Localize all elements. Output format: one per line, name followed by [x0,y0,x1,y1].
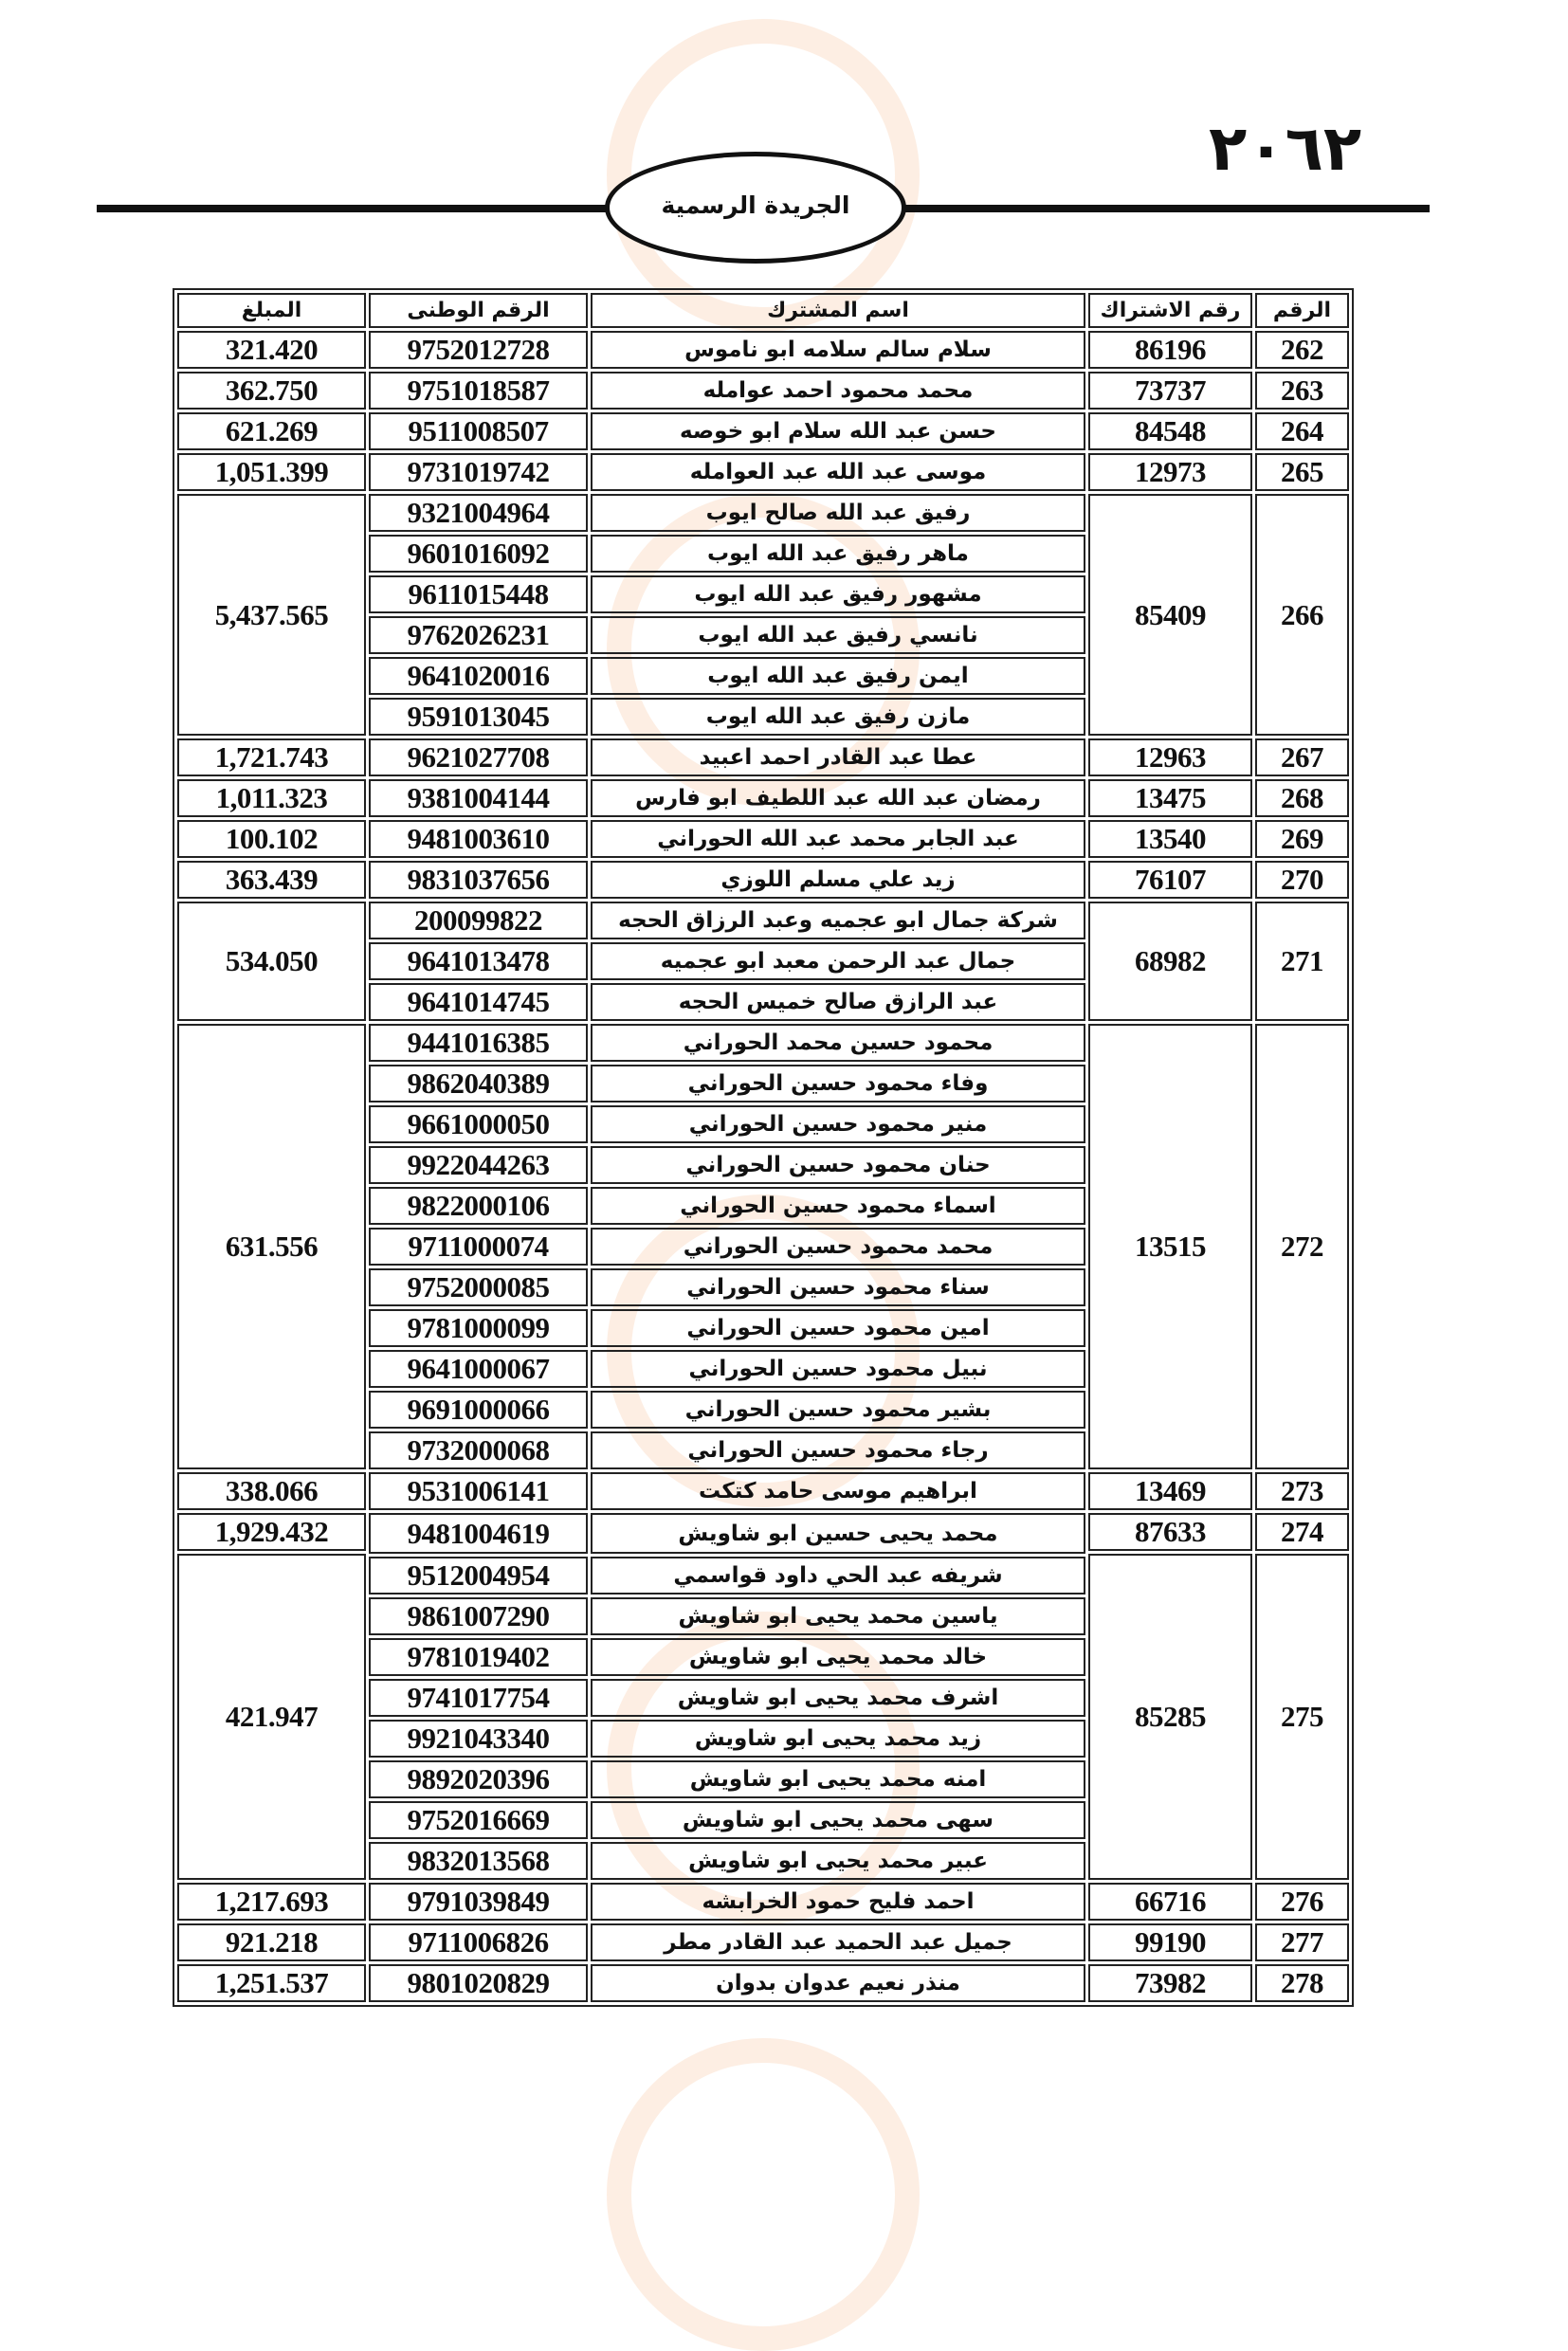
subscription-number: 12973 [1088,453,1252,491]
amount: 338.066 [177,1472,366,1510]
national-id: 9822000106 [369,1187,588,1225]
record-number: 263 [1255,372,1349,410]
national-id: 9321004964 [369,494,588,532]
table-row [177,861,1349,899]
subscriber-name: محمد محمود احمد عوامله [591,372,1085,410]
table-row [177,738,1349,776]
table-row [177,372,1349,410]
amount: 5,437.565 [177,494,366,736]
amount: 363.439 [177,861,366,899]
subscriber-name: مازن رفيق عبد الله ايوب [591,698,1085,736]
subscriber-name: سهى محمد يحيى ابو شاويش [591,1801,1085,1839]
subscriber-name: اسماء محمود حسين الحوراني [591,1187,1085,1225]
subscription-number: 66716 [1088,1883,1252,1921]
subscriber-name: سلام سالم سلامه ابو ناموس [591,331,1085,369]
national-id: 9781000099 [369,1309,588,1347]
record-number: 269 [1255,820,1349,858]
subscriber-name: عبير محمد يحيى ابو شاويش [591,1842,1085,1880]
record-number: 266 [1255,494,1349,736]
national-id: 9892020396 [369,1760,588,1798]
record-number: 277 [1255,1923,1349,1961]
subscriber-name: ابراهيم موسى حامد كتكت [591,1472,1085,1510]
subscriber-name: جميل عبد الحميد عبد القادر مطر [591,1923,1085,1961]
amount: 421.947 [177,1554,366,1880]
journal-title: الجريدة الرسمية [661,191,850,219]
national-id: 9752000085 [369,1268,588,1306]
subscription-number: 73737 [1088,372,1252,410]
national-id: 9751018587 [369,372,588,410]
header-subscription: رقم الاشتراك [1088,293,1252,328]
record-number: 268 [1255,779,1349,817]
record-number: 275 [1255,1554,1349,1880]
subscription-number: 76107 [1088,861,1252,899]
subscribers-table-wrapper [173,288,1333,2007]
header-national-id: الرقم الوطنى [369,293,588,328]
table-row [177,1472,1349,1510]
table-row [177,331,1349,369]
table-header-row [177,293,1349,328]
table-row [177,902,1349,939]
table-row [177,1964,1349,2002]
national-id: 9691000066 [369,1391,588,1429]
subscriber-name: نبيل محمود حسين الحوراني [591,1350,1085,1388]
subscribers-table [173,288,1354,2007]
subscription-number: 85409 [1088,494,1252,736]
subscriber-name: رجاء محمود حسين الحوراني [591,1431,1085,1469]
national-id: 9711000074 [369,1228,588,1266]
record-number: 276 [1255,1883,1349,1921]
subscriber-name: شريفه عبد الحي داود قواسمي [591,1557,1085,1595]
record-number: 271 [1255,902,1349,1021]
subscription-number: 73982 [1088,1964,1252,2002]
national-id: 9741017754 [369,1679,588,1717]
national-id: 9481004619 [369,1513,588,1554]
national-id: 9661000050 [369,1105,588,1143]
header-amount: المبلغ [177,293,366,328]
amount: 1,217.693 [177,1883,366,1921]
national-id: 9641020016 [369,657,588,695]
subscriber-name: عبد الرازق صالح خميس الحجه [591,983,1085,1021]
subscriber-name: محمد محمود حسين الحوراني [591,1228,1085,1266]
national-id: 9512004954 [369,1557,588,1595]
subscriber-name: زيد محمد يحيى ابو شاويش [591,1720,1085,1758]
national-id: 9531006141 [369,1472,588,1510]
record-number: 262 [1255,331,1349,369]
subscriber-name: زيد علي مسلم اللوزي [591,861,1085,899]
subscriber-name: ماهر رفيق عبد الله ايوب [591,535,1085,573]
amount: 921.218 [177,1923,366,1961]
table-row [177,820,1349,858]
record-number: 265 [1255,453,1349,491]
national-id: 9862040389 [369,1065,588,1103]
subscriber-name: امين محمود حسين الحوراني [591,1309,1085,1347]
national-id: 9381004144 [369,779,588,817]
subscriber-name: نانسي رفيق عبد الله ايوب [591,616,1085,654]
national-id: 9831037656 [369,861,588,899]
record-number: 270 [1255,861,1349,899]
national-id: 9611015448 [369,575,588,613]
subscription-number: 12963 [1088,738,1252,776]
journal-title-oval [605,152,906,264]
national-id: 9641014745 [369,983,588,1021]
page-number: ٢٠٦٢ [1209,112,1362,185]
national-id: 9641000067 [369,1350,588,1388]
subscriber-name: احمد فليح حمود الخرابشه [591,1883,1085,1921]
national-id: 9791039849 [369,1883,588,1921]
amount: 362.750 [177,372,366,410]
subscriber-name: امنه محمد يحيى ابو شاويش [591,1760,1085,1798]
amount: 1,721.743 [177,738,366,776]
subscriber-name: رمضان عبد الله عبد اللطيف ابو فارس [591,779,1085,817]
subscriber-name: رفيق عبد الله صالح ايوب [591,494,1085,532]
subscriber-name: موسى عبد الله عبد العوامله [591,453,1085,491]
subscriber-name: ياسين محمد يحيى ابو شاويش [591,1597,1085,1635]
national-id: 9731019742 [369,453,588,491]
amount: 100.102 [177,820,366,858]
table-row [177,1883,1349,1921]
table-row [177,779,1349,817]
national-id: 9511008507 [369,412,588,450]
header-name: اسم المشترك [591,293,1085,328]
subscription-number: 99190 [1088,1923,1252,1961]
national-id: 9781019402 [369,1638,588,1676]
amount: 631.556 [177,1024,366,1469]
amount: 321.420 [177,331,366,369]
subscription-number: 85285 [1088,1554,1252,1880]
national-id: 9641013478 [369,942,588,980]
watermark-clock-ring [607,2038,920,2351]
national-id: 9921043340 [369,1720,588,1758]
subscriber-name: مشهور رفيق عبد الله ايوب [591,575,1085,613]
subscription-number: 86196 [1088,331,1252,369]
table-row [177,412,1349,450]
national-id: 9621027708 [369,738,588,776]
national-id: 9762026231 [369,616,588,654]
subscriber-name: حسن عبد الله سلام ابو خوصه [591,412,1085,450]
record-number: 264 [1255,412,1349,450]
record-number: 272 [1255,1024,1349,1469]
subscriber-name: جمال عبد الرحمن معبد ابو عجميه [591,942,1085,980]
amount: 1,051.399 [177,453,366,491]
amount: 621.269 [177,412,366,450]
subscriber-name: خالد محمد يحيى ابو شاويش [591,1638,1085,1676]
table-row [177,453,1349,491]
national-id: 9752016669 [369,1801,588,1839]
subscriber-name: اشرف محمد يحيى ابو شاويش [591,1679,1085,1717]
record-number: 267 [1255,738,1349,776]
national-id: 9861007290 [369,1597,588,1635]
national-id: 9591013045 [369,698,588,736]
subscriber-name: ايمن رفيق عبد الله ايوب [591,657,1085,695]
subscription-number: 13469 [1088,1472,1252,1510]
amount: 1,929.432 [177,1513,366,1551]
subscriber-name: منير محمود حسين الحوراني [591,1105,1085,1143]
national-id: 9732000068 [369,1431,588,1469]
amount: 1,011.323 [177,779,366,817]
table-row [177,1923,1349,1961]
record-number: 278 [1255,1964,1349,2002]
subscriber-name: محمد يحيى حسين ابو شاويش [591,1513,1085,1554]
table-row [177,494,1349,532]
national-id: 9711006826 [369,1923,588,1961]
table-row [177,1513,1349,1551]
header-no: الرقم [1255,293,1349,328]
national-id: 9752012728 [369,331,588,369]
subscriber-name: بشير محمود حسين الحوراني [591,1391,1085,1429]
record-number: 274 [1255,1513,1349,1551]
subscriber-name: وفاء محمود حسين الحوراني [591,1065,1085,1103]
subscription-number: 13540 [1088,820,1252,858]
amount: 534.050 [177,902,366,1021]
national-id: 200099822 [369,902,588,939]
subscription-number: 87633 [1088,1513,1252,1551]
subscriber-name: شركة جمال ابو عجميه وعبد الرزاق الحجه [591,902,1085,939]
national-id: 9601016092 [369,535,588,573]
national-id: 9801020829 [369,1964,588,2002]
record-number: 273 [1255,1472,1349,1510]
national-id: 9481003610 [369,820,588,858]
national-id: 9922044263 [369,1146,588,1184]
subscriber-name: حنان محمود حسين الحوراني [591,1146,1085,1184]
table-row [177,1024,1349,1062]
subscription-number: 84548 [1088,412,1252,450]
subscriber-name: محمود حسين محمد الحوراني [591,1024,1085,1062]
subscription-number: 13475 [1088,779,1252,817]
national-id: 9441016385 [369,1024,588,1062]
national-id: 9832013568 [369,1842,588,1880]
subscriber-name: سناء محمود حسين الحوراني [591,1268,1085,1306]
subscriber-name: عبد الجابر محمد عبد الله الحوراني [591,820,1085,858]
subscription-number: 13515 [1088,1024,1252,1469]
subscriber-name: منذر نعيم عدوان بدوان [591,1964,1085,2002]
subscriber-name: عطا عبد القادر احمد اعبيد [591,738,1085,776]
amount: 1,251.537 [177,1964,366,2002]
subscription-number: 68982 [1088,902,1252,1021]
table-body [177,331,1349,2002]
